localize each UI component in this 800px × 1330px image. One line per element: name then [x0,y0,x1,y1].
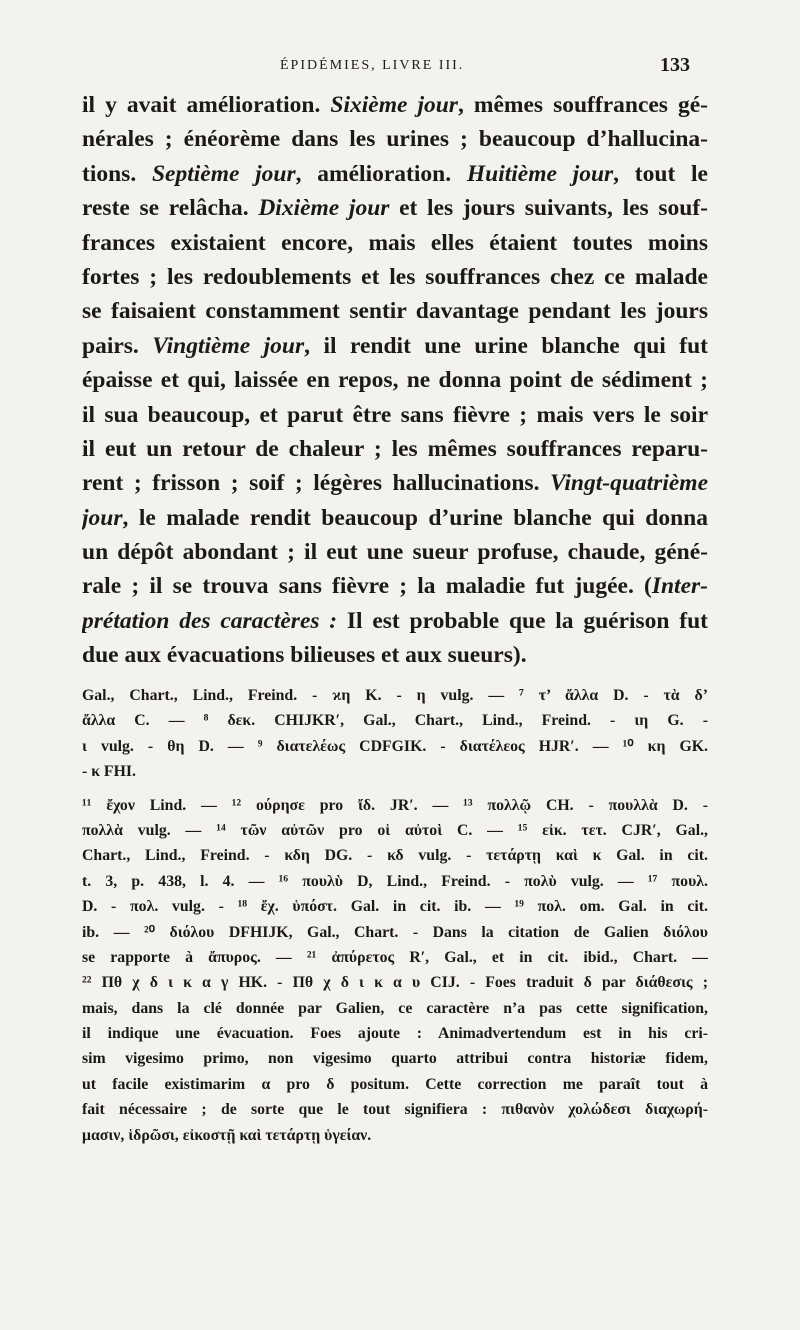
note-line: ¹¹ ἔχον Lind. — ¹² ούρησε pro ἴδ. JR′. — ¹³ πολλῷ CH. - πουλλὰ D. - [82,796,708,814]
running-title: ÉPIDÉMIES, LIVRE III. [280,58,465,73]
main-text [82,88,708,673]
text-line-content: fortes ; les redoublements et les souffrances chez ce malade [82,263,708,290]
text-line [82,398,708,432]
text-line-content: il sua beaucoup, et parut être sans fièvre ; mais vers le soir [82,401,708,428]
text-line [82,226,708,260]
text-line [82,638,708,672]
text-line [82,501,708,535]
text-line [82,535,708,569]
text-line-content: prétation des caractères : Il est probable que la guérison fut [82,607,708,634]
text-line-content: rent ; frisson ; soif ; légères hallucinations. Vingt-quatrième [82,470,708,497]
note-line: ι vulg. - θη D. — ⁹ διατελέως CDFGIK. - διατέλεος HJR′. — ¹⁰ κη GK. [82,737,708,755]
note-line: Chart., Lind., Freind. - κδη DG. - κδ vulg. - τετάρτῃ καὶ κ Gal. in cit. [82,847,708,865]
note-line: - κ FHI. [82,763,136,781]
text-line [82,122,708,156]
text-line-content: épaisse et qui, laissée en repos, ne donna point de sédiment ; [82,367,708,394]
text-line [82,191,708,225]
note-line: ἄλλα C. — ⁸ δεκ. CHIJKR′, Gal., Chart., Lind., Freind. - ιη G. - [82,712,708,730]
text-line [82,260,708,294]
text-line [82,604,708,638]
text-line-content: il y avait amélioration. Sixième jour, mêmes souffrances gé- [82,92,708,118]
text-line [82,569,708,603]
text-line-content: reste se relâcha. Dixième jour et les jours suivants, les souf- [82,195,708,222]
text-line-content: frances existaient encore, mais elles étaient toutes moins [82,229,708,256]
text-line-content: jour, le malade rendit beaucoup d’urine blanche qui donna [82,504,708,531]
text-line [82,157,708,191]
note-line: mais, dans la clé donnée par Galien, ce caractère n’a pas cette signification, [82,999,708,1017]
text-line-content: se faisaient constamment sentir davantage pendant les jours [82,298,708,325]
text-line-content: rale ; il se trouva sans fièvre ; la maladie fut jugée. (Inter- [82,573,708,600]
text-line [82,466,708,500]
page-number: 133 [660,54,690,76]
text-line [82,363,708,397]
note-line: ut facile existimarim α pro δ positum. Cette correction me paraît tout à [82,1075,708,1093]
text-line-content: pairs. Vingtième jour, il rendit une urine blanche qui fut [82,332,708,359]
note-line: sim vigesimo primo, non vigesimo quarto attribui contra historiæ fidem, [82,1050,708,1068]
note-line: Gal., Chart., Lind., Freind. - ϰη K. - η vulg. — ⁷ τ’ ἄλλα D. - τὰ δ’ [82,687,708,704]
text-line-content: un dépôt abondant ; il eut une sueur profuse, chaude, géné- [82,539,708,566]
footnotes [82,683,708,1148]
note-line: μασιν, ἱδρῶσι, εἰκοστῇ καὶ τετάρτῃ ὑγείαν. [82,1126,372,1144]
text-line [82,88,708,122]
text-line [82,329,708,363]
note-line: ib. — ²⁰ διόλου DFHIJK, Gal., Chart. - Dans la citation de Galien διόλου [82,923,708,941]
text-line [82,432,708,466]
text-line [82,294,708,328]
note-line: t. 3, p. 438, l. 4. — ¹⁶ πουλὺ D, Lind., Freind. - πολὺ vulg. — ¹⁷ πουλ. [82,872,708,890]
note-line: se rapporte à ἄπυρος. — ²¹ ἀπύρετος R′, Gal., et in cit. ibid., Chart. — [82,948,708,966]
text-line-content: nérales ; énéorème dans les urines ; beaucoup d’hallucina- [82,126,708,153]
note-line: ²² Πθ χ δ ι κ α γ HK. - Πθ χ δ ι κ α υ CIJ. - Foes traduit δ par διάθεσις ; [82,974,708,992]
text-line-content: due aux évacuations bilieuses et aux sueurs). [82,642,527,669]
text-line-content: il eut un retour de chaleur ; les mêmes souffrances reparu- [82,435,708,462]
text-line-content: tions. Septième jour, amélioration. Huitième jour, tout le [82,160,708,187]
note-line: πολλὰ vulg. — ¹⁴ τῶν αὐτῶν pro οἱ αὐτοὶ C. — ¹⁵ εἰκ. τετ. CJR′, Gal., [82,821,708,839]
note-line: il indique une évacuation. Foes ajoute : Animadvertendum est in his cri- [82,1025,708,1043]
note-line: fait nécessaire ; de sorte que le tout signifiera : πιθανὸν χολώδεσι διαχωρή- [82,1101,708,1119]
note-line: D. - πολ. vulg. - ¹⁸ ἔχ. ὑπόστ. Gal. in cit. ib. — ¹⁹ πολ. om. Gal. in cit. [82,898,708,916]
